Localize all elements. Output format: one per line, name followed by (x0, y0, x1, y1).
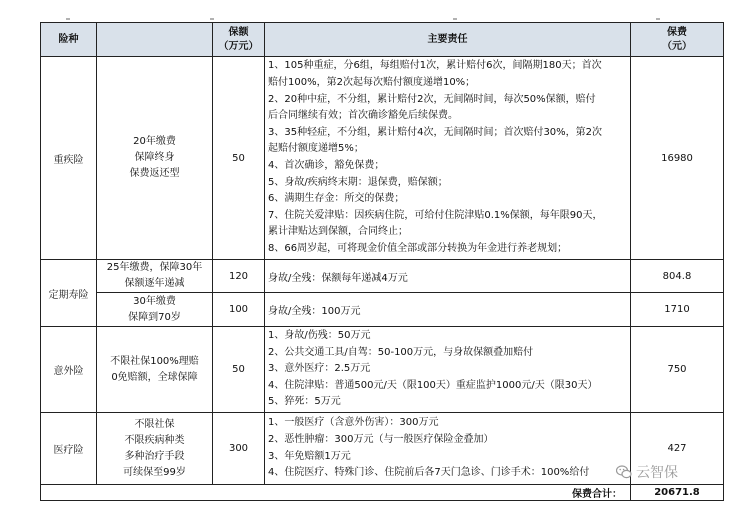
accident-plan-line: 不限社保100%理赔 (110, 355, 199, 367)
term2-amount: 100 (213, 293, 265, 327)
accident-duty-line: 3、意外医疗：2.5万元 (268, 363, 371, 375)
term1-premium: 804.8 (631, 260, 724, 293)
term2-duty: 身故/全残：100万元 (265, 293, 631, 327)
accident-duty-line: 2、公共交通工具/自驾：50-100万元，与身故保额叠加赔付 (268, 346, 534, 358)
critical-duty-line: 后合同继续有效；首次确诊豁免后续保费。 (268, 110, 458, 122)
critical-plan-line: 20年缴费 (133, 136, 176, 147)
medical-plan (97, 413, 213, 485)
term1-duty: 身故/全残：保额每年递减4万元 (265, 260, 631, 293)
accident-duty (265, 327, 631, 413)
medical-premium: 427 (631, 413, 724, 485)
critical-duty-line: 5、身故/疾病终末期：退保费，赔保额； (268, 176, 448, 188)
medical-duty (265, 413, 631, 485)
term1-amount: 120 (213, 260, 265, 293)
critical-type: 重疾险 (41, 57, 97, 260)
accident-plan (97, 327, 213, 413)
table-row-term-1 (41, 260, 724, 293)
medical-plan-line: 可续保至99岁 (123, 466, 186, 478)
critical-duty-line: 赔付100%，第2次起每次赔付额度递增10%； (268, 77, 476, 89)
critical-duty-line: 4、首次确诊，豁免保费； (268, 160, 385, 171)
term1-plan-line: 保额逐年递减 (124, 278, 185, 289)
table-header-row (41, 23, 724, 57)
table-row-total (41, 485, 724, 501)
critical-duty-line: 7、住院关爱津贴：因疾病住院，可给付住院津贴0.1%保额，每年限90天， (268, 209, 603, 221)
header-plan (97, 23, 213, 57)
table-row-critical (41, 57, 724, 260)
header-amount-line2: （万元） (218, 40, 259, 52)
critical-premium: 16980 (631, 57, 724, 260)
critical-plan-line: 保障终身 (134, 152, 175, 163)
term1-plan-line: 25年缴费，保障30年 (106, 262, 203, 273)
header-type: 险种 (41, 23, 97, 57)
header-premium (631, 23, 724, 57)
critical-plan (97, 57, 213, 260)
medical-duty-line: 2、恶性肿瘤：300万元（与一般医疗保险金叠加） (268, 433, 494, 445)
critical-amount: 50 (213, 57, 265, 260)
accident-duty-line: 4、住院津贴：普通500元/天（限100天）重症监护1000元/天（限30天） (268, 379, 598, 391)
total-label: 保费合计： (41, 485, 631, 501)
term1-plan (97, 260, 213, 293)
medical-duty-line: 4、住院医疗、特殊门诊、住院前后各7天门急诊、门诊手术：100%给付 (268, 467, 590, 479)
critical-duty-line: 起赔付额度递增5%； (268, 143, 364, 155)
watermark-text: 云智保 (636, 465, 678, 481)
accident-amount: 50 (213, 327, 265, 413)
header-premium-line1: 保费 (667, 26, 687, 38)
accident-duty-line: 1、身故/伤残：50万元 (268, 330, 371, 342)
term2-plan-line: 30年缴费 (133, 295, 176, 307)
header-premium-line2: （元） (662, 40, 692, 52)
header-amount (213, 23, 265, 57)
table-row-term-2 (41, 293, 724, 327)
critical-plan-line: 保费返还型 (129, 168, 180, 179)
accident-type: 意外险 (41, 327, 97, 413)
critical-duty-line: 1、105种重症，分6组，每组赔付1次，累计赔付6次，间隔期180天；首次 (268, 60, 602, 72)
wechat-logo-icon (616, 464, 632, 480)
medical-plan-line: 不限疾病种类 (124, 434, 185, 446)
critical-duty-line: 2、20种中症，不分组，累计赔付2次，无间隔时间，每次50%保额，赔付 (268, 93, 596, 105)
critical-duty-line: 6、满期生存金：所交的保费； (268, 193, 405, 205)
medical-amount: 300 (213, 413, 265, 485)
critical-duty (265, 57, 631, 260)
watermark (616, 462, 678, 482)
critical-duty-line: 3、35种轻症，不分组，累计赔付4次，无间隔时间；首次赔付30%，第2次 (268, 126, 603, 138)
medical-type: 医疗险 (41, 413, 97, 485)
medical-plan-line: 多种治疗手段 (124, 450, 185, 462)
accident-duty-line: 5、猝死：5万元 (268, 396, 341, 408)
term2-plan (97, 293, 213, 327)
medical-duty-line: 3、年免赔额1万元 (268, 450, 351, 462)
accident-plan-line: 0免赔额，全球保障 (111, 371, 198, 383)
medical-duty-line: 1、一般医疗（含意外伤害）：300万元 (268, 417, 439, 429)
critical-duty-line: 累计津贴达到保额，合同终止； (268, 226, 408, 238)
critical-duty-line: 8、66周岁起，可将现金价值全部或部分转换为年金进行养老规划； (268, 242, 568, 254)
term-type: 定期寿险 (41, 260, 97, 327)
insurance-plan-table (40, 22, 724, 501)
header-amount-line1: 保额 (228, 26, 249, 38)
term2-plan-line: 保障到70岁 (128, 311, 181, 323)
medical-plan-line: 不限社保 (134, 418, 175, 430)
header-duty: 主要责任 (265, 23, 631, 57)
total-value: 20671.8 (631, 485, 724, 501)
accident-premium: 750 (631, 327, 724, 413)
term2-premium: 1710 (631, 293, 724, 327)
top-edge-marks (0, 17, 730, 21)
table-row-accident (41, 327, 724, 413)
